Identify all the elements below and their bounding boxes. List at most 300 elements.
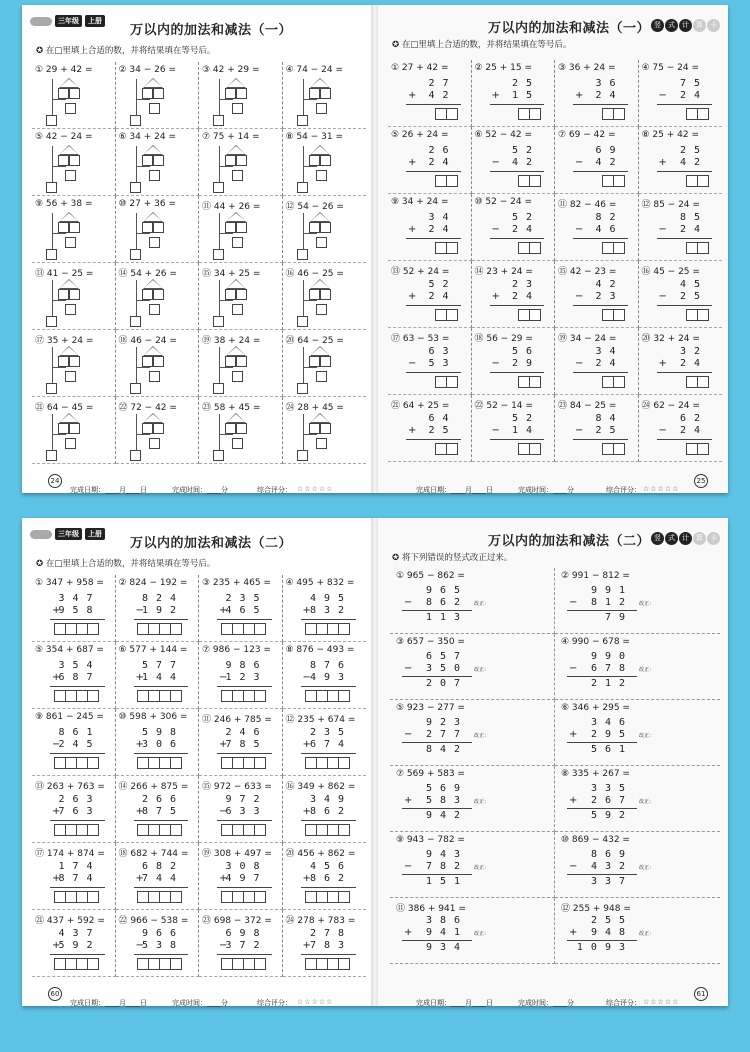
- answer-box[interactable]: [170, 623, 182, 635]
- problem-label: ㉔ 62 − 24 =: [641, 401, 700, 411]
- answer-box[interactable]: [236, 289, 247, 300]
- diagram-line: [52, 166, 66, 167]
- addend-bottom: 14: [511, 425, 540, 436]
- answer-box[interactable]: [65, 237, 76, 248]
- problem-label: ㉒ 966 − 538 =: [118, 916, 189, 926]
- diagram-line: [303, 99, 317, 100]
- problem-label: ④ 75 − 24 =: [641, 63, 699, 73]
- rating-stars: ☆☆☆☆☆: [297, 485, 334, 493]
- answer-box[interactable]: [529, 309, 541, 321]
- answer-box[interactable]: [529, 242, 541, 254]
- split-roof-icon: [59, 78, 79, 88]
- badge-char: 竖: [651, 532, 664, 545]
- problem-cell: [472, 328, 556, 395]
- diagram-line: [303, 213, 304, 251]
- answer-box[interactable]: [297, 115, 308, 126]
- answer-box[interactable]: [46, 450, 57, 461]
- answer-box[interactable]: [87, 623, 99, 635]
- operand-bottom: 583: [425, 795, 468, 806]
- answer-box[interactable]: [170, 824, 182, 836]
- operator: −: [404, 597, 413, 608]
- problem-cell: [388, 328, 472, 395]
- answer-box[interactable]: [338, 958, 350, 970]
- answer-box[interactable]: [297, 383, 308, 394]
- addend-bottom: 192: [141, 605, 184, 616]
- problem-label: ⑭ 54 + 26 =: [118, 269, 177, 279]
- operator: −: [135, 605, 144, 616]
- operand-bottom: 295: [590, 729, 633, 740]
- answer-box[interactable]: [149, 170, 160, 181]
- answer-box[interactable]: [232, 103, 243, 114]
- answer-box[interactable]: [130, 115, 141, 126]
- answer-box[interactable]: [254, 958, 266, 970]
- problem-label: ⑩ 52 − 24 =: [474, 197, 532, 207]
- answer-box[interactable]: [142, 155, 153, 166]
- operator: −: [575, 224, 584, 235]
- answer-box[interactable]: [529, 175, 541, 187]
- answer-box[interactable]: [87, 891, 99, 903]
- answer-box[interactable]: [254, 891, 266, 903]
- answer-box[interactable]: [213, 450, 224, 461]
- answer-box[interactable]: [46, 316, 57, 327]
- addend-bottom: 592: [58, 940, 101, 951]
- answer-box[interactable]: [149, 304, 160, 315]
- addend-top: 246: [225, 727, 268, 738]
- answer-box[interactable]: [254, 623, 266, 635]
- answer-box[interactable]: [254, 690, 266, 702]
- answer-box[interactable]: [236, 88, 247, 99]
- addend-top: 235: [309, 727, 352, 738]
- sum-line: [490, 372, 545, 373]
- diagram-line: [219, 99, 233, 100]
- problem-label: ⑧ 335 + 267 =: [561, 769, 630, 779]
- diagram-line: [303, 280, 304, 318]
- answer-box[interactable]: [297, 450, 308, 461]
- sum-line: [657, 104, 713, 105]
- answer-box[interactable]: [254, 757, 266, 769]
- answer-box[interactable]: [320, 155, 331, 166]
- operand-bottom: 277: [425, 729, 468, 740]
- answer-box[interactable]: [309, 155, 320, 166]
- answer-box[interactable]: [613, 376, 625, 388]
- answer-box[interactable]: [87, 690, 99, 702]
- answer-box[interactable]: [697, 443, 709, 455]
- addend-top: 986: [225, 660, 268, 671]
- problem-cell: [199, 642, 283, 709]
- answer-boxes: [306, 891, 350, 903]
- answer-box[interactable]: [130, 383, 141, 394]
- operator: −: [219, 940, 228, 951]
- addend-bottom: 306: [141, 739, 184, 750]
- problem-cell: [116, 129, 200, 196]
- answer-box[interactable]: [225, 356, 236, 367]
- problem-cell: [32, 397, 116, 464]
- answer-box[interactable]: [316, 237, 327, 248]
- answer-boxes: [687, 376, 709, 388]
- answer-box[interactable]: [69, 155, 80, 166]
- problem-cell: [388, 395, 472, 462]
- grade-badge: [30, 528, 105, 540]
- answer-box[interactable]: [316, 438, 327, 449]
- sum-line: [402, 610, 472, 611]
- operator: −: [491, 425, 500, 436]
- answer-box[interactable]: [613, 108, 625, 120]
- answer-box[interactable]: [58, 88, 69, 99]
- answer-boxes: [603, 108, 625, 120]
- problem-cell: [32, 62, 116, 129]
- answer-box[interactable]: [46, 383, 57, 394]
- problem-label: ⑪ 386 + 941 =: [396, 904, 466, 914]
- operator: +: [408, 157, 417, 168]
- answer-box[interactable]: [142, 88, 153, 99]
- problem-cell: [199, 397, 283, 464]
- answer-box[interactable]: [232, 438, 243, 449]
- correction-label: 改正：: [474, 931, 490, 937]
- problem-cell: [555, 60, 639, 127]
- addend-top: 27: [428, 78, 457, 89]
- correction-cell: [555, 634, 720, 700]
- answer-box[interactable]: [149, 438, 160, 449]
- diagram-line: [303, 146, 304, 184]
- answer-box[interactable]: [213, 249, 224, 260]
- answer-box[interactable]: [697, 309, 709, 321]
- answer-box[interactable]: [446, 309, 458, 321]
- problem-cell: [472, 395, 556, 462]
- operand-top: 569: [425, 783, 468, 794]
- problem-label: ⑤ 923 − 277 =: [396, 703, 465, 713]
- problem-label: ⑤ 354 + 687 =: [35, 645, 104, 655]
- problem-label: ④ 990 − 678 =: [561, 637, 630, 647]
- answer-box[interactable]: [69, 289, 80, 300]
- answer-box[interactable]: [297, 316, 308, 327]
- addend-top: 966: [141, 928, 184, 939]
- answer-box[interactable]: [697, 242, 709, 254]
- answer-box[interactable]: [529, 443, 541, 455]
- answer-box[interactable]: [446, 108, 458, 120]
- operator: −: [575, 358, 584, 369]
- answer-boxes: [519, 443, 541, 455]
- diagram-line: [52, 99, 66, 100]
- answer-box[interactable]: [236, 155, 247, 166]
- answer-box[interactable]: [69, 222, 80, 233]
- answer-box[interactable]: [316, 304, 327, 315]
- answer-box[interactable]: [153, 423, 164, 434]
- answer-box[interactable]: [613, 443, 625, 455]
- split-roof-icon: [310, 279, 330, 289]
- answer-box[interactable]: [65, 438, 76, 449]
- problem-label: ⑥ 577 + 144 =: [118, 645, 188, 655]
- answer-box[interactable]: [225, 222, 236, 233]
- badge-char: 卡: [707, 19, 720, 32]
- term-label: 上册: [85, 15, 105, 27]
- correction-label: 改正：: [474, 667, 490, 673]
- answer-box[interactable]: [130, 249, 141, 260]
- answer-box[interactable]: [130, 450, 141, 461]
- problem-label: ⑮ 972 − 633 =: [202, 782, 272, 792]
- answer-box[interactable]: [232, 371, 243, 382]
- answer-boxes: [436, 443, 458, 455]
- vertical-problem-grid: [32, 575, 366, 977]
- answer-box[interactable]: [446, 443, 458, 455]
- addend-top: 174: [58, 861, 101, 872]
- answer-box[interactable]: [309, 356, 320, 367]
- answer-box[interactable]: [529, 376, 541, 388]
- problem-label: ㉓ 58 + 45 =: [202, 403, 261, 413]
- answer-box[interactable]: [58, 155, 69, 166]
- problem-label: ㉒ 72 − 42 =: [118, 403, 177, 413]
- answer-box[interactable]: [87, 824, 99, 836]
- problem-label: ⑰ 35 + 24 =: [35, 336, 94, 346]
- problem-label: ㉔ 28 + 45 =: [285, 403, 344, 413]
- operator: +: [302, 940, 311, 951]
- answer-box[interactable]: [142, 222, 153, 233]
- answer-box[interactable]: [213, 182, 224, 193]
- correction-cell: [555, 898, 720, 964]
- answer-box[interactable]: [697, 175, 709, 187]
- operator: −: [404, 663, 413, 674]
- answer-box[interactable]: [529, 108, 541, 120]
- answer-box[interactable]: [446, 242, 458, 254]
- diagram-line: [219, 146, 220, 184]
- answer-box[interactable]: [225, 155, 236, 166]
- answer-box[interactable]: [65, 103, 76, 114]
- footer-time: 完成时间：____分: [518, 999, 574, 1007]
- problem-label: ② 25 + 15 =: [474, 63, 532, 73]
- answer-box[interactable]: [232, 170, 243, 181]
- answer-box[interactable]: [613, 242, 625, 254]
- answer-box[interactable]: [58, 356, 69, 367]
- problem-cell: [472, 194, 556, 261]
- addend-top: 266: [141, 794, 184, 805]
- answer-box[interactable]: [46, 249, 57, 260]
- answer-box[interactable]: [297, 182, 308, 193]
- problem-cell: [472, 60, 556, 127]
- worksheet-spread-2: [22, 518, 728, 1006]
- problem-cell: [32, 910, 116, 977]
- problem-label: ⑳ 64 − 25 =: [285, 336, 344, 346]
- vertical-problem-grid: [388, 60, 722, 462]
- answer-box[interactable]: [87, 958, 99, 970]
- problem-label: ⑯ 45 − 25 =: [641, 267, 700, 277]
- answer-box[interactable]: [697, 108, 709, 120]
- answer-box[interactable]: [225, 423, 236, 434]
- answer-box[interactable]: [149, 371, 160, 382]
- answer-box[interactable]: [170, 958, 182, 970]
- answer-box[interactable]: [142, 423, 153, 434]
- operator: −: [569, 663, 578, 674]
- operand-top: 991: [590, 585, 633, 596]
- footer-time: 完成时间：____分: [518, 486, 574, 494]
- split-roof-icon: [143, 279, 163, 289]
- answer-box[interactable]: [338, 824, 350, 836]
- answer-box[interactable]: [697, 376, 709, 388]
- sum-line: [402, 874, 472, 875]
- answer-box[interactable]: [65, 304, 76, 315]
- operand-top: 346: [590, 717, 633, 728]
- answer-box[interactable]: [309, 423, 320, 434]
- page-number: 60: [48, 987, 62, 1001]
- answer-box[interactable]: [236, 423, 247, 434]
- answer-box[interactable]: [320, 356, 331, 367]
- answer-box[interactable]: [320, 423, 331, 434]
- answer-box[interactable]: [320, 289, 331, 300]
- addend-top: 52: [511, 145, 540, 156]
- answer-box[interactable]: [316, 103, 327, 114]
- answer-box[interactable]: [338, 690, 350, 702]
- problem-cell: [555, 328, 639, 395]
- operator: +: [135, 672, 144, 683]
- answer-box[interactable]: [58, 289, 69, 300]
- answer-box[interactable]: [225, 88, 236, 99]
- answer-box[interactable]: [320, 222, 331, 233]
- operator: +: [219, 739, 228, 750]
- answer-box[interactable]: [87, 757, 99, 769]
- operator: +: [491, 291, 500, 302]
- answer-box[interactable]: [149, 237, 160, 248]
- sum-line: [567, 610, 637, 611]
- answer-boxes: [519, 309, 541, 321]
- answer-boxes: [519, 242, 541, 254]
- answer-box[interactable]: [65, 170, 76, 181]
- answer-boxes: [687, 309, 709, 321]
- answer-box[interactable]: [69, 88, 80, 99]
- sum-line: [301, 753, 357, 754]
- answer-box[interactable]: [232, 237, 243, 248]
- sum-line: [50, 619, 105, 620]
- operator: −: [408, 358, 417, 369]
- addend-top: 85: [679, 212, 708, 223]
- answer-box[interactable]: [225, 289, 236, 300]
- problem-cell: [116, 263, 200, 330]
- answer-box[interactable]: [153, 356, 164, 367]
- answer-box[interactable]: [232, 304, 243, 315]
- diagram-line: [136, 347, 137, 385]
- problem-cell: [199, 196, 283, 263]
- answer-box[interactable]: [446, 175, 458, 187]
- answer-boxes: [687, 443, 709, 455]
- addend-bottom: 24: [595, 90, 624, 101]
- answer-box[interactable]: [254, 824, 266, 836]
- diagram-line: [52, 79, 53, 117]
- sum-line: [657, 439, 713, 440]
- answer-box[interactable]: [153, 155, 164, 166]
- answer-box[interactable]: [309, 222, 320, 233]
- answer-box[interactable]: [213, 316, 224, 327]
- sum-line: [490, 171, 545, 172]
- operator: +: [575, 90, 584, 101]
- diagram-line: [136, 300, 150, 301]
- answer-box[interactable]: [236, 222, 247, 233]
- answer-box[interactable]: [58, 423, 69, 434]
- sum-line: [490, 104, 545, 105]
- operator: +: [658, 358, 667, 369]
- answer-box[interactable]: [613, 309, 625, 321]
- answer-box[interactable]: [309, 88, 320, 99]
- answer-box[interactable]: [213, 383, 224, 394]
- answer-box[interactable]: [316, 371, 327, 382]
- answer-box[interactable]: [69, 423, 80, 434]
- answer-box[interactable]: [46, 115, 57, 126]
- split-roof-icon: [59, 212, 79, 222]
- sum-line: [134, 686, 189, 687]
- problem-label: ⑥ 52 − 42 =: [474, 130, 532, 140]
- diagram-line: [52, 367, 66, 368]
- answer-box[interactable]: [69, 356, 80, 367]
- answer-box[interactable]: [153, 88, 164, 99]
- correction-cell: [555, 832, 720, 898]
- answer-boxes: [222, 891, 266, 903]
- problem-cell: [32, 776, 116, 843]
- answer-box[interactable]: [170, 690, 182, 702]
- answer-box[interactable]: [446, 376, 458, 388]
- problem-cell: [283, 397, 367, 464]
- answer-box[interactable]: [142, 289, 153, 300]
- sum-line: [657, 171, 713, 172]
- instruction: ✪ 在□里填上合适的数，并将结果填在等号后。: [36, 46, 216, 56]
- addend-bottom: 744: [141, 873, 184, 884]
- answer-box[interactable]: [58, 222, 69, 233]
- answer-box[interactable]: [130, 182, 141, 193]
- answer-box[interactable]: [213, 115, 224, 126]
- answer-box[interactable]: [149, 103, 160, 114]
- answer-boxes: [519, 376, 541, 388]
- answer-box[interactable]: [153, 222, 164, 233]
- answer-box[interactable]: [309, 289, 320, 300]
- wrong-result: 561: [590, 744, 633, 755]
- answer-box[interactable]: [130, 316, 141, 327]
- answer-box[interactable]: [142, 356, 153, 367]
- answer-box[interactable]: [236, 356, 247, 367]
- answer-box[interactable]: [338, 623, 350, 635]
- addend-bottom: 24: [428, 224, 457, 235]
- addend-top: 56: [511, 346, 540, 357]
- answer-boxes: [603, 242, 625, 254]
- children-illustration-icon: [30, 530, 52, 539]
- operator: +: [569, 795, 578, 806]
- addend-top: 45: [679, 279, 708, 290]
- addend-bottom: 24: [679, 90, 708, 101]
- answer-boxes: [436, 108, 458, 120]
- operand-top: 965: [425, 585, 468, 596]
- answer-box[interactable]: [153, 289, 164, 300]
- problem-label: ⑫ 54 − 26 =: [285, 202, 344, 212]
- answer-box[interactable]: [297, 249, 308, 260]
- answer-box[interactable]: [338, 757, 350, 769]
- sum-line: [567, 742, 637, 743]
- footer-date: 完成日期：____月____日: [416, 999, 493, 1007]
- answer-box[interactable]: [65, 371, 76, 382]
- answer-box[interactable]: [320, 88, 331, 99]
- answer-box[interactable]: [338, 891, 350, 903]
- sum-line: [217, 686, 272, 687]
- answer-box[interactable]: [170, 757, 182, 769]
- problem-cell: [32, 642, 116, 709]
- answer-box[interactable]: [170, 891, 182, 903]
- answer-boxes: [138, 958, 182, 970]
- operand-bottom: 812: [590, 597, 633, 608]
- answer-box[interactable]: [613, 175, 625, 187]
- sum-line: [50, 887, 105, 888]
- answer-box[interactable]: [316, 170, 327, 181]
- operator: +: [219, 605, 228, 616]
- sum-line: [490, 439, 545, 440]
- problem-label: ㉑ 64 − 45 =: [35, 403, 94, 413]
- diagram-line: [219, 233, 233, 234]
- split-roof-icon: [310, 145, 330, 155]
- answer-box[interactable]: [46, 182, 57, 193]
- answer-boxes: [55, 757, 99, 769]
- problem-label: ① 29 + 42 =: [35, 65, 93, 75]
